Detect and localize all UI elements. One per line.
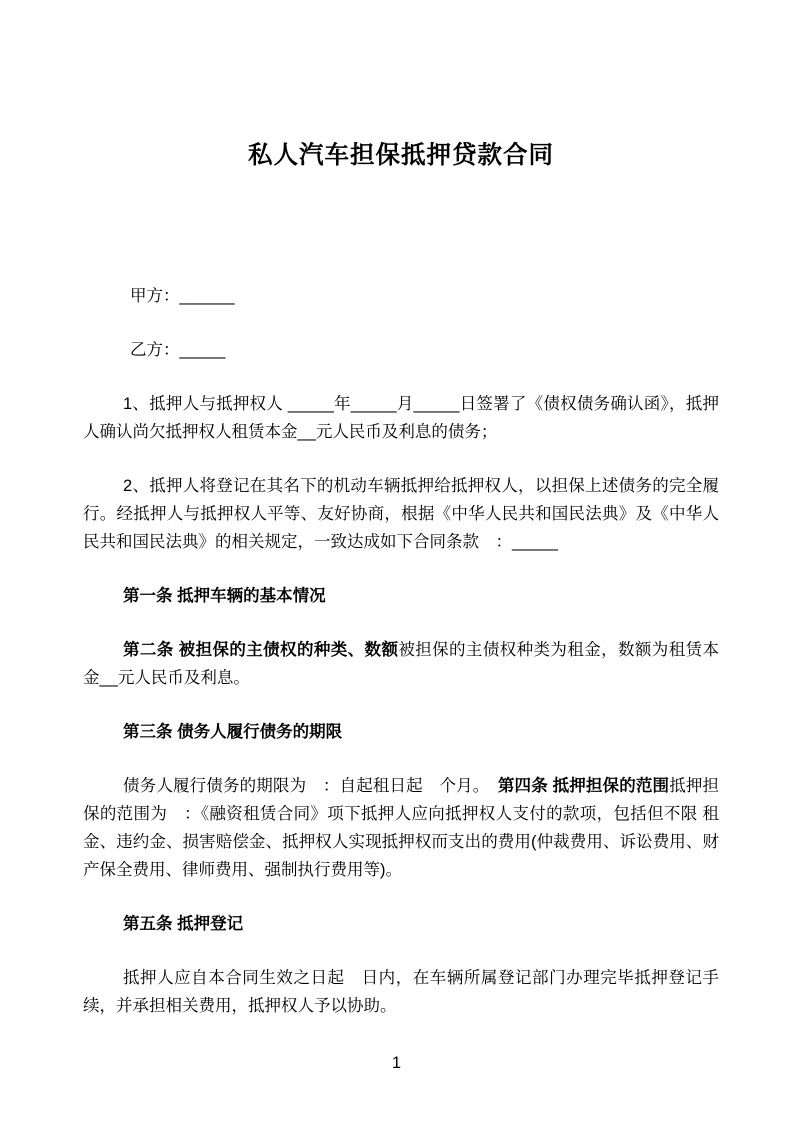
paragraph (83, 282, 719, 310)
bold-text-run: 第四条 抵押担保的范围 (497, 777, 670, 795)
bold-text-run: 第五条 抵押登记 (123, 915, 244, 933)
paragraph (83, 472, 719, 556)
text-run: 被担保的主债权种类为租金，数额为租赁本金__元人民币及利息。 (83, 641, 719, 687)
document-body (83, 282, 719, 1020)
document-title: 私人汽车担保抵押贷款合同 (248, 142, 554, 169)
paragraph (83, 636, 719, 692)
text-run: 乙方：_____ (130, 341, 226, 359)
bold-text-run: 第三条 债务人履行债务的期限 (123, 723, 343, 741)
page-number: 1 (391, 1054, 402, 1072)
paragraph (83, 772, 719, 884)
text-run: 1、抵押人与抵押权人 _____年_____月_____日签署了《债权债务确认函》，抵押人确认尚欠抵押权人租赁本金__元人民币及利息的债务； (83, 395, 719, 441)
text-run: 抵押担保的范围为 ：《融资租赁合同》项下抵押人应向抵押权人支付的款项，包括但不限 租金、违约金、损害赔偿金、抵押权人实现抵押权而支出的费用(仲裁费用、诉讼费用、财产保全费用、律师费用、强制执行费用等)。 (83, 777, 720, 879)
bold-text-run: 第一条 抵押车辆的基本情况 (123, 587, 326, 605)
text-run: 抵押人应自本合同生效之日起 日内，在车辆所属登记部门办理完毕抵押登记手续，并承担相关费用，抵押权人予以协助。 (83, 969, 719, 1015)
text-run: 2、抵押人将登记在其名下的机动车辆抵押给抵押权人，以担保上述债务的完全履行。经抵押人与抵押权人平等、友好协商，根据《中华人民共和国民法典》及《中华人民共和国民法典》的相关规定，一致达成如下合同条款 ：_____ (83, 477, 719, 551)
paragraph (83, 390, 719, 446)
section-heading (83, 582, 719, 610)
section-heading (83, 718, 719, 746)
text-run: 债务人履行债务的期限为 ：自起租日起 个月。 (123, 777, 498, 795)
text-run: 甲方：______ (130, 287, 235, 305)
paragraph (83, 336, 719, 364)
paragraph (83, 964, 719, 1020)
bold-text-run: 第二条 被担保的主债权的种类、数额 (123, 641, 399, 659)
section-heading (83, 910, 719, 938)
